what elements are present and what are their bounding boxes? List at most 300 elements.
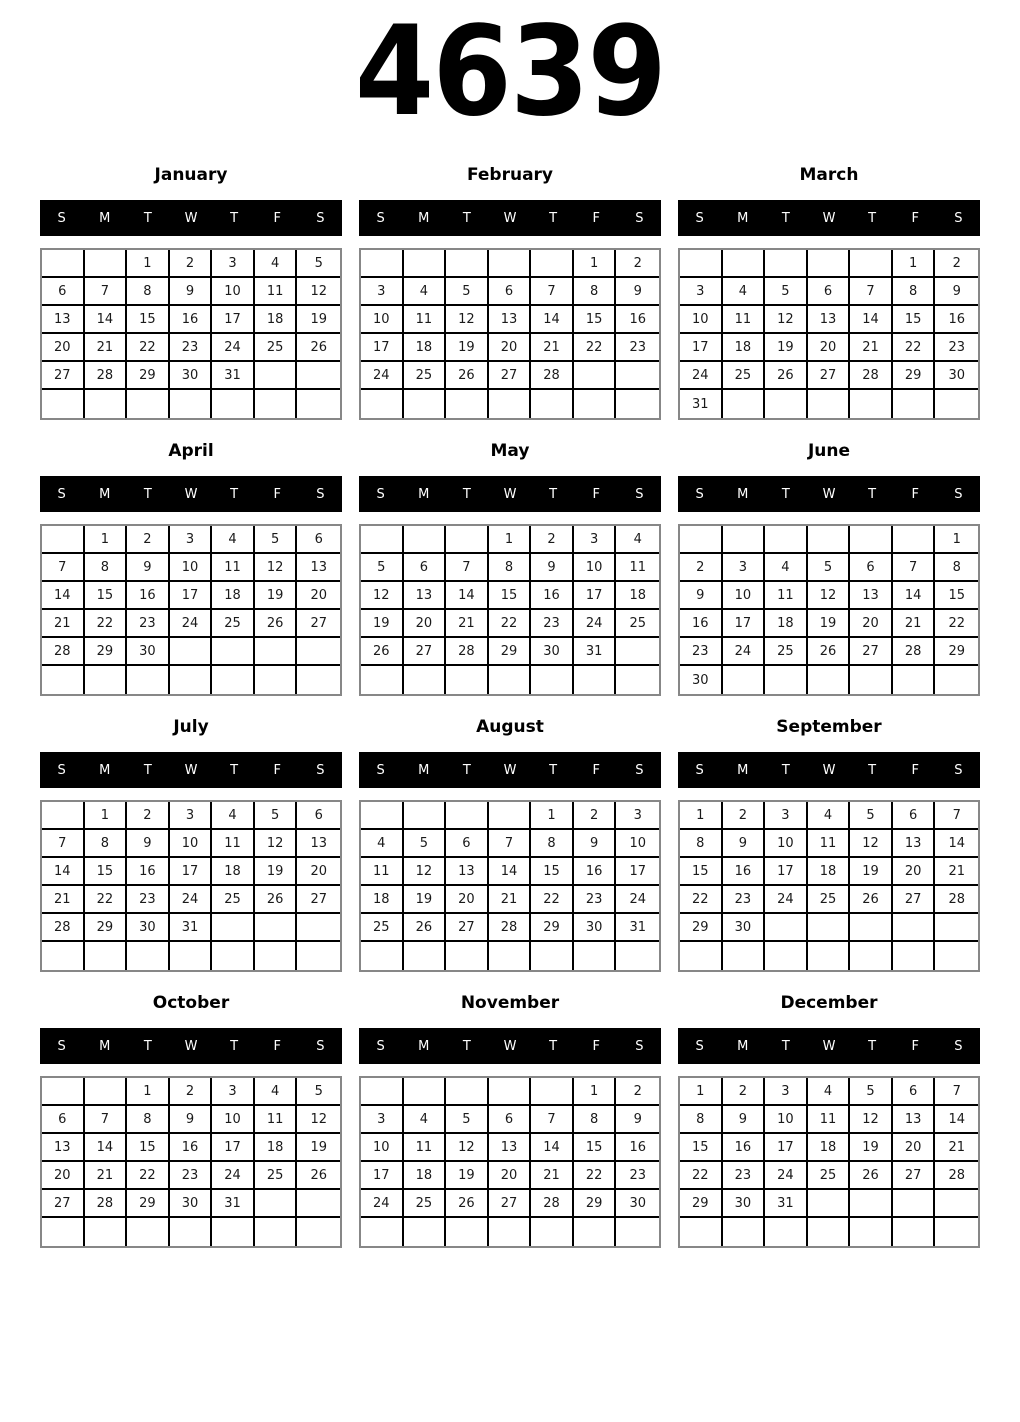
- weekday-label: S: [316, 1038, 325, 1054]
- day-cell: 21: [489, 886, 532, 914]
- day-cell: 12: [404, 858, 447, 886]
- day-cell: 7: [935, 802, 978, 830]
- day-cell: 28: [42, 638, 85, 666]
- day-cell: [127, 666, 170, 694]
- day-cell: 13: [850, 582, 893, 610]
- day-cell: 13: [893, 1106, 936, 1134]
- day-cell: 8: [85, 830, 128, 858]
- day-cell: 19: [446, 1162, 489, 1190]
- day-cell: 1: [893, 250, 936, 278]
- day-cell: 3: [361, 278, 404, 306]
- day-cell: 9: [127, 554, 170, 582]
- day-cell: 16: [170, 306, 213, 334]
- day-cell: 23: [127, 886, 170, 914]
- day-cell: [765, 914, 808, 942]
- day-cell: 12: [850, 1106, 893, 1134]
- day-cell: 19: [850, 1134, 893, 1162]
- day-cell: 16: [170, 1134, 213, 1162]
- months-grid: [40, 164, 980, 1248]
- day-cell: 6: [808, 278, 851, 306]
- day-cell: 5: [446, 1106, 489, 1134]
- day-cell: 30: [680, 666, 723, 694]
- day-cell: 26: [297, 1162, 340, 1190]
- weekday-label: T: [868, 1038, 877, 1054]
- day-cell: [723, 250, 766, 278]
- day-cell: 10: [170, 554, 213, 582]
- day-cell: 2: [616, 250, 659, 278]
- day-cell: 4: [808, 1078, 851, 1106]
- weekday-label: S: [954, 762, 963, 778]
- day-cell: 31: [212, 362, 255, 390]
- day-cell: 11: [255, 1106, 298, 1134]
- day-cell: 2: [574, 802, 617, 830]
- day-cell: 24: [170, 610, 213, 638]
- day-cell: [893, 526, 936, 554]
- day-cell: [893, 666, 936, 694]
- day-cell: 21: [531, 334, 574, 362]
- day-cell: 14: [935, 830, 978, 858]
- day-cell: [893, 1190, 936, 1218]
- day-cell: [361, 942, 404, 970]
- day-cell: 29: [489, 638, 532, 666]
- weekday-label: T: [143, 210, 152, 226]
- weekday-label: T: [462, 486, 471, 502]
- weekday-label: F: [592, 210, 601, 226]
- day-cell: 29: [680, 1190, 723, 1218]
- day-cell: 24: [616, 886, 659, 914]
- weekday-header-bar: [678, 1028, 980, 1064]
- day-cell: 13: [404, 582, 447, 610]
- day-cell: 24: [212, 1162, 255, 1190]
- day-cell: 1: [680, 802, 723, 830]
- day-cell: 12: [850, 830, 893, 858]
- day-cell: [404, 942, 447, 970]
- weekday-header-bar: [40, 1028, 342, 1064]
- day-cell: 20: [297, 582, 340, 610]
- weekday-label: S: [695, 1038, 704, 1054]
- day-cell: [808, 1218, 851, 1246]
- month-day-grid: [359, 800, 661, 972]
- day-cell: 22: [680, 1162, 723, 1190]
- day-cell: [127, 1218, 170, 1246]
- day-cell: 26: [361, 638, 404, 666]
- day-cell: [255, 914, 298, 942]
- day-cell: 16: [574, 858, 617, 886]
- weekday-label: M: [99, 210, 111, 226]
- day-cell: [297, 666, 340, 694]
- day-cell: 11: [616, 554, 659, 582]
- day-cell: 15: [893, 306, 936, 334]
- month-day-grid: [40, 524, 342, 696]
- day-cell: 16: [616, 306, 659, 334]
- day-cell: [446, 390, 489, 418]
- day-cell: 23: [680, 638, 723, 666]
- weekday-label: T: [462, 1038, 471, 1054]
- day-cell: 14: [489, 858, 532, 886]
- day-cell: [765, 942, 808, 970]
- weekday-label: S: [57, 210, 66, 226]
- month-day-grid: [40, 248, 342, 420]
- day-cell: [85, 942, 128, 970]
- day-cell: [850, 666, 893, 694]
- month-title: February: [466, 165, 554, 185]
- day-cell: 20: [489, 1162, 532, 1190]
- day-cell: 19: [850, 858, 893, 886]
- day-cell: 15: [127, 1134, 170, 1162]
- day-cell: 24: [361, 1190, 404, 1218]
- day-cell: 17: [723, 610, 766, 638]
- day-cell: [808, 250, 851, 278]
- day-cell: 6: [297, 802, 340, 830]
- day-cell: 28: [531, 362, 574, 390]
- day-cell: 4: [404, 1106, 447, 1134]
- weekday-label: M: [418, 1038, 430, 1054]
- day-cell: [531, 666, 574, 694]
- day-cell: 26: [297, 334, 340, 362]
- weekday-label: T: [549, 210, 558, 226]
- day-cell: 3: [212, 1078, 255, 1106]
- day-cell: 31: [212, 1190, 255, 1218]
- day-cell: 11: [808, 830, 851, 858]
- day-cell: 30: [723, 914, 766, 942]
- day-cell: 29: [531, 914, 574, 942]
- day-cell: 3: [361, 1106, 404, 1134]
- day-cell: 10: [616, 830, 659, 858]
- day-cell: [616, 638, 659, 666]
- day-cell: 20: [808, 334, 851, 362]
- weekday-label: T: [462, 762, 471, 778]
- day-cell: [404, 1078, 447, 1106]
- day-cell: 8: [531, 830, 574, 858]
- day-cell: 1: [85, 802, 128, 830]
- weekday-label: F: [592, 486, 601, 502]
- day-cell: 7: [850, 278, 893, 306]
- day-cell: 7: [893, 554, 936, 582]
- weekday-label: W: [184, 210, 198, 226]
- day-cell: 17: [170, 858, 213, 886]
- day-cell: 22: [127, 1162, 170, 1190]
- day-cell: 20: [893, 858, 936, 886]
- day-cell: 12: [297, 1106, 340, 1134]
- day-cell: 30: [127, 914, 170, 942]
- day-cell: [255, 942, 298, 970]
- day-cell: 10: [212, 278, 255, 306]
- day-cell: 25: [723, 362, 766, 390]
- weekday-label: F: [273, 762, 282, 778]
- day-cell: 25: [808, 886, 851, 914]
- day-cell: 28: [85, 1190, 128, 1218]
- weekday-label: F: [592, 762, 601, 778]
- day-cell: 27: [297, 610, 340, 638]
- weekday-label: T: [549, 1038, 558, 1054]
- weekday-label: S: [316, 486, 325, 502]
- day-cell: 29: [935, 638, 978, 666]
- day-cell: 19: [255, 582, 298, 610]
- day-cell: 28: [893, 638, 936, 666]
- day-cell: 16: [616, 1134, 659, 1162]
- day-cell: [616, 942, 659, 970]
- weekday-label: S: [376, 486, 385, 502]
- weekday-label: F: [273, 210, 282, 226]
- weekday-label: T: [462, 210, 471, 226]
- month-day-grid: [359, 1076, 661, 1248]
- day-cell: 30: [170, 1190, 213, 1218]
- weekday-label: W: [503, 762, 517, 778]
- day-cell: [850, 1190, 893, 1218]
- day-cell: 22: [935, 610, 978, 638]
- month-march: [678, 164, 980, 420]
- day-cell: 11: [361, 858, 404, 886]
- day-cell: 10: [361, 306, 404, 334]
- day-cell: 22: [574, 1162, 617, 1190]
- day-cell: 14: [531, 1134, 574, 1162]
- day-cell: 22: [85, 886, 128, 914]
- day-cell: [297, 362, 340, 390]
- weekday-label: T: [230, 762, 239, 778]
- day-cell: 24: [212, 334, 255, 362]
- day-cell: 26: [446, 362, 489, 390]
- day-cell: [361, 1218, 404, 1246]
- day-cell: [616, 362, 659, 390]
- weekday-header-bar: [40, 200, 342, 236]
- day-cell: 15: [85, 582, 128, 610]
- month-june: [678, 440, 980, 696]
- weekday-label: S: [57, 486, 66, 502]
- weekday-header-bar: [359, 752, 661, 788]
- day-cell: 8: [85, 554, 128, 582]
- day-cell: [361, 390, 404, 418]
- weekday-header-bar: [678, 752, 980, 788]
- day-cell: [850, 942, 893, 970]
- month-february: [359, 164, 661, 420]
- day-cell: 7: [531, 1106, 574, 1134]
- year-title: 4639: [354, 0, 666, 144]
- day-cell: 7: [42, 830, 85, 858]
- day-cell: [489, 390, 532, 418]
- month-title: March: [799, 165, 859, 185]
- day-cell: 13: [42, 1134, 85, 1162]
- weekday-label: S: [954, 486, 963, 502]
- day-cell: 1: [574, 1078, 617, 1106]
- day-cell: 24: [170, 886, 213, 914]
- weekday-label: T: [868, 210, 877, 226]
- day-cell: 5: [255, 526, 298, 554]
- day-cell: 28: [42, 914, 85, 942]
- month-title: October: [152, 993, 230, 1013]
- day-cell: 27: [489, 1190, 532, 1218]
- day-cell: 9: [170, 1106, 213, 1134]
- day-cell: 28: [935, 1162, 978, 1190]
- day-cell: 23: [616, 334, 659, 362]
- month-title: April: [168, 441, 214, 461]
- day-cell: [404, 250, 447, 278]
- day-cell: 19: [765, 334, 808, 362]
- day-cell: 24: [765, 1162, 808, 1190]
- day-cell: 23: [616, 1162, 659, 1190]
- day-cell: 27: [42, 1190, 85, 1218]
- day-cell: 19: [446, 334, 489, 362]
- day-cell: 17: [574, 582, 617, 610]
- day-cell: 23: [170, 1162, 213, 1190]
- day-cell: 27: [850, 638, 893, 666]
- month-july: [40, 716, 342, 972]
- day-cell: 13: [446, 858, 489, 886]
- day-cell: [489, 666, 532, 694]
- day-cell: [361, 250, 404, 278]
- weekday-label: T: [781, 486, 790, 502]
- day-cell: 10: [765, 1106, 808, 1134]
- day-cell: [42, 526, 85, 554]
- day-cell: 20: [297, 858, 340, 886]
- month-day-grid: [40, 800, 342, 972]
- day-cell: 9: [680, 582, 723, 610]
- weekday-label: F: [911, 210, 920, 226]
- weekday-header-bar: [678, 476, 980, 512]
- day-cell: 16: [935, 306, 978, 334]
- day-cell: [893, 390, 936, 418]
- day-cell: 15: [85, 858, 128, 886]
- day-cell: 27: [297, 886, 340, 914]
- day-cell: [680, 942, 723, 970]
- day-cell: 12: [808, 582, 851, 610]
- day-cell: 14: [850, 306, 893, 334]
- day-cell: 5: [446, 278, 489, 306]
- month-january: [40, 164, 342, 420]
- day-cell: 24: [680, 362, 723, 390]
- day-cell: [42, 666, 85, 694]
- month-title: January: [154, 165, 228, 185]
- day-cell: 31: [616, 914, 659, 942]
- day-cell: 18: [255, 306, 298, 334]
- day-cell: [42, 1218, 85, 1246]
- day-cell: 1: [531, 802, 574, 830]
- day-cell: 28: [850, 362, 893, 390]
- day-cell: [446, 666, 489, 694]
- day-cell: [42, 802, 85, 830]
- day-cell: [765, 666, 808, 694]
- day-cell: 4: [361, 830, 404, 858]
- day-cell: 10: [170, 830, 213, 858]
- day-cell: 23: [723, 886, 766, 914]
- day-cell: 25: [212, 886, 255, 914]
- day-cell: [404, 1218, 447, 1246]
- day-cell: [297, 942, 340, 970]
- weekday-label: M: [99, 1038, 111, 1054]
- month-title: May: [490, 441, 530, 461]
- weekday-label: S: [695, 486, 704, 502]
- month-day-grid: [678, 248, 980, 420]
- weekday-label: S: [635, 210, 644, 226]
- day-cell: 6: [42, 278, 85, 306]
- day-cell: 18: [808, 858, 851, 886]
- day-cell: [42, 250, 85, 278]
- day-cell: 9: [723, 1106, 766, 1134]
- day-cell: [723, 666, 766, 694]
- day-cell: [404, 666, 447, 694]
- month-title: July: [173, 717, 209, 737]
- day-cell: 25: [404, 1190, 447, 1218]
- day-cell: 20: [893, 1134, 936, 1162]
- day-cell: [489, 802, 532, 830]
- weekday-label: M: [418, 762, 430, 778]
- day-cell: [893, 914, 936, 942]
- weekday-header-bar: [359, 476, 661, 512]
- day-cell: 29: [893, 362, 936, 390]
- day-cell: 14: [42, 582, 85, 610]
- day-cell: 6: [404, 554, 447, 582]
- day-cell: 17: [212, 1134, 255, 1162]
- day-cell: 20: [404, 610, 447, 638]
- day-cell: 5: [297, 1078, 340, 1106]
- day-cell: 4: [255, 1078, 298, 1106]
- day-cell: 29: [85, 914, 128, 942]
- month-title: June: [807, 441, 851, 461]
- day-cell: 5: [765, 278, 808, 306]
- day-cell: [85, 390, 128, 418]
- day-cell: [170, 942, 213, 970]
- weekday-label: M: [99, 486, 111, 502]
- day-cell: 1: [574, 250, 617, 278]
- day-cell: 15: [574, 306, 617, 334]
- day-cell: 25: [765, 638, 808, 666]
- day-cell: 5: [255, 802, 298, 830]
- weekday-label: M: [99, 762, 111, 778]
- day-cell: 13: [808, 306, 851, 334]
- month-october: [40, 992, 342, 1248]
- day-cell: 24: [361, 362, 404, 390]
- day-cell: 2: [127, 802, 170, 830]
- weekday-label: T: [781, 762, 790, 778]
- day-cell: [404, 390, 447, 418]
- day-cell: [85, 666, 128, 694]
- day-cell: 10: [723, 582, 766, 610]
- day-cell: [723, 942, 766, 970]
- day-cell: 25: [404, 362, 447, 390]
- month-title: December: [780, 993, 878, 1013]
- day-cell: 2: [170, 1078, 213, 1106]
- day-cell: [446, 250, 489, 278]
- day-cell: 11: [765, 582, 808, 610]
- month-august: [359, 716, 661, 972]
- day-cell: 17: [361, 1162, 404, 1190]
- day-cell: 31: [765, 1190, 808, 1218]
- day-cell: 18: [723, 334, 766, 362]
- day-cell: 22: [85, 610, 128, 638]
- day-cell: 20: [446, 886, 489, 914]
- day-cell: 23: [531, 610, 574, 638]
- month-title: September: [776, 717, 882, 737]
- day-cell: [574, 362, 617, 390]
- day-cell: 1: [680, 1078, 723, 1106]
- day-cell: [446, 802, 489, 830]
- day-cell: [255, 1218, 298, 1246]
- weekday-label: W: [503, 1038, 517, 1054]
- month-april: [40, 440, 342, 696]
- day-cell: 31: [680, 390, 723, 418]
- day-cell: 18: [404, 334, 447, 362]
- day-cell: 5: [850, 1078, 893, 1106]
- day-cell: 14: [531, 306, 574, 334]
- day-cell: 24: [765, 886, 808, 914]
- day-cell: 8: [127, 1106, 170, 1134]
- weekday-label: M: [737, 210, 749, 226]
- day-cell: [808, 526, 851, 554]
- day-cell: [723, 390, 766, 418]
- day-cell: 27: [489, 362, 532, 390]
- day-cell: 6: [489, 1106, 532, 1134]
- day-cell: 9: [935, 278, 978, 306]
- day-cell: [361, 802, 404, 830]
